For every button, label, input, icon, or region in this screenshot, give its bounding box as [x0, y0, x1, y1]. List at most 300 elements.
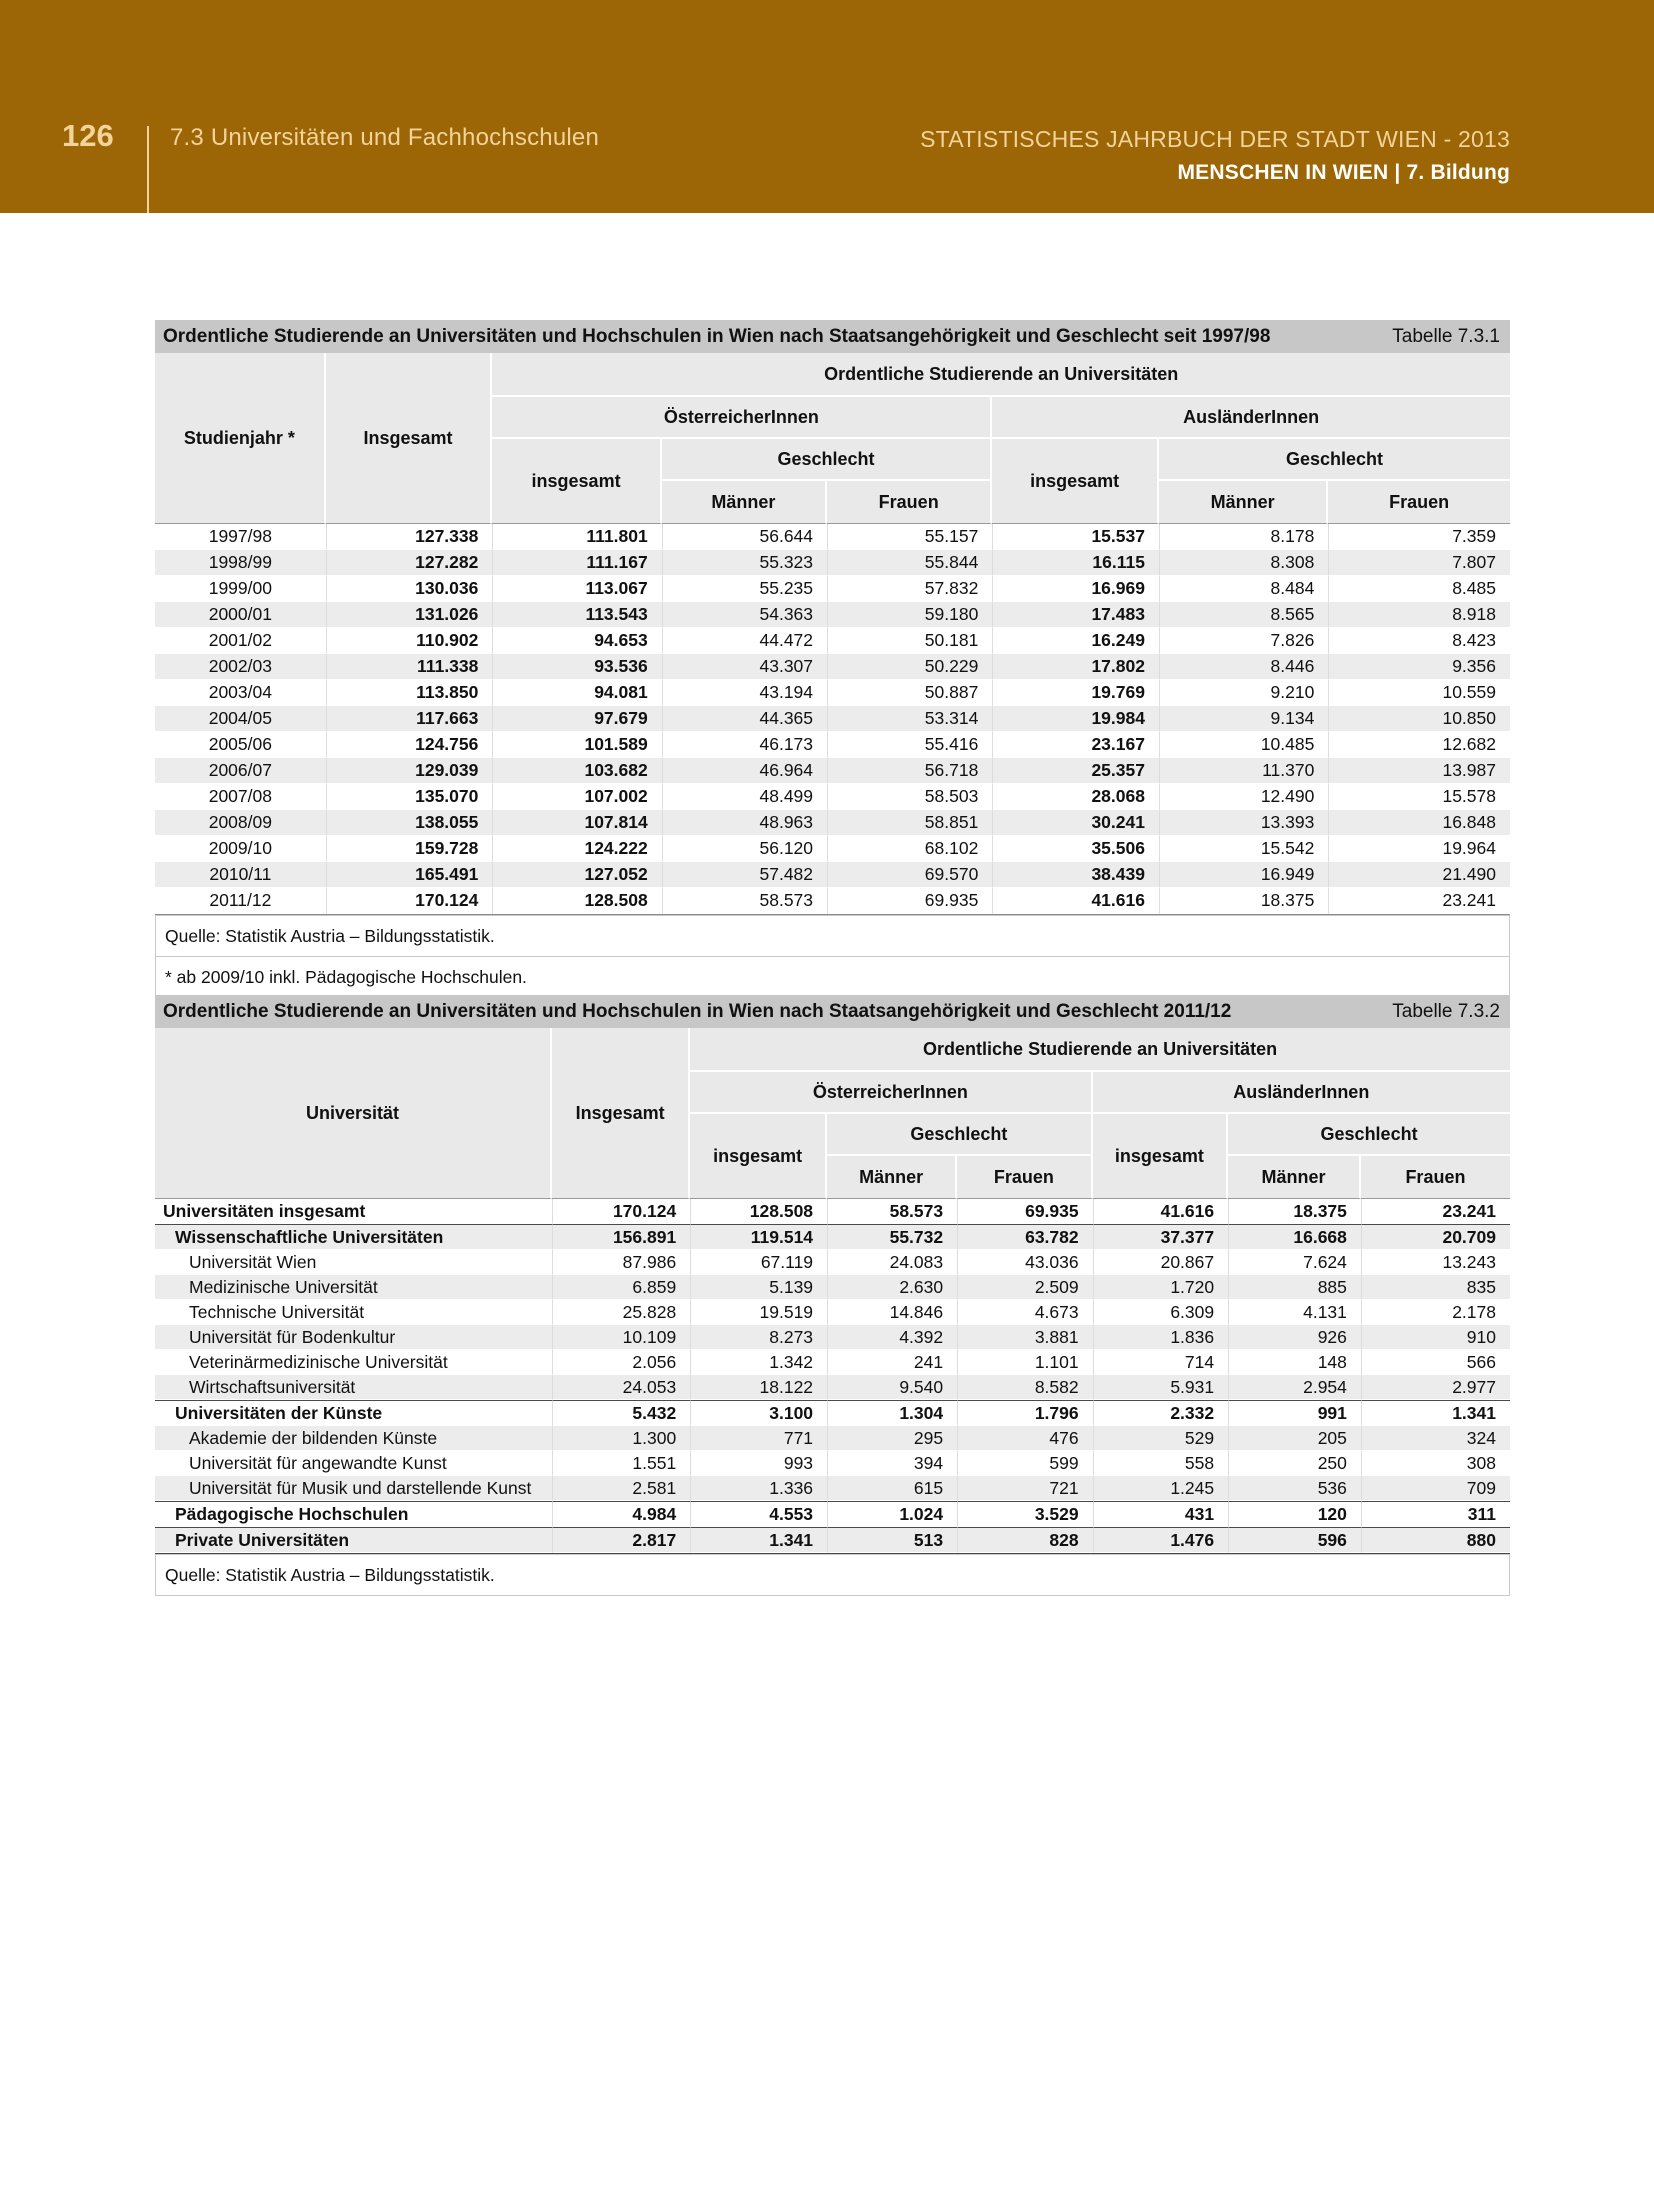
- table-7-3-2-label: Tabelle 7.3.2: [1392, 1000, 1500, 1022]
- value-cell: 94.081: [492, 680, 661, 706]
- table-row: [155, 862, 1510, 888]
- publication-title: STATISTISCHES JAHRBUCH DER STADT WIEN - 2013: [920, 126, 1510, 152]
- value-cell: 2.630: [827, 1275, 957, 1300]
- value-cell: 599: [957, 1451, 1093, 1476]
- t2-header-for-gender: Geschlecht: [1228, 1114, 1510, 1156]
- value-cell: 23.241: [1361, 1199, 1510, 1224]
- value-cell: 113.067: [492, 576, 661, 602]
- table-row: [155, 1375, 1510, 1400]
- table-row: [155, 732, 1510, 758]
- value-cell: 241: [827, 1350, 957, 1375]
- table-row: [155, 602, 1510, 628]
- table-row: [155, 706, 1510, 732]
- table-7-3-2-header: [155, 1028, 1510, 1199]
- value-cell: 1.551: [552, 1451, 690, 1476]
- t2-header-for-women: Frauen: [1361, 1156, 1510, 1199]
- value-cell: 69.935: [957, 1199, 1093, 1224]
- value-cell: 18.375: [1228, 1199, 1361, 1224]
- value-cell: 2.581: [552, 1476, 690, 1501]
- table-7-3-1-title: Ordentliche Studierende an Universitäten und Hochschulen in Wien nach Staatsangehörigkeit und Geschlecht seit 1997/98: [163, 325, 1271, 347]
- value-cell: 128.508: [690, 1199, 827, 1224]
- table-row: [155, 1300, 1510, 1325]
- value-cell: 566: [1361, 1350, 1510, 1375]
- value-cell: 771: [690, 1426, 827, 1451]
- value-cell: 37.377: [1093, 1224, 1229, 1250]
- value-cell: 103.682: [492, 758, 661, 784]
- value-cell: 48.499: [662, 784, 827, 810]
- value-cell: 13.393: [1159, 810, 1328, 836]
- value-cell: 3.100: [690, 1400, 827, 1426]
- table-row: [155, 1527, 1510, 1553]
- t2-header-foreigners: AusländerInnen: [1093, 1072, 1510, 1114]
- value-cell: 69.935: [827, 888, 992, 914]
- value-cell: 58.573: [827, 1199, 957, 1224]
- value-cell: 124.222: [492, 836, 661, 862]
- university-cell: Universität für Bodenkultur: [155, 1325, 552, 1350]
- table-row: [155, 888, 1510, 914]
- t2-header-aut-gender: Geschlecht: [827, 1114, 1093, 1156]
- value-cell: 35.506: [992, 836, 1159, 862]
- value-cell: 48.963: [662, 810, 827, 836]
- value-cell: 9.134: [1159, 706, 1328, 732]
- value-cell: 41.616: [992, 888, 1159, 914]
- t1-header-group: Ordentliche Studierende an Universitäten: [492, 353, 1510, 397]
- table-row: [155, 1400, 1510, 1426]
- table-row: [155, 628, 1510, 654]
- value-cell: 1.476: [1093, 1527, 1229, 1553]
- value-cell: 615: [827, 1476, 957, 1501]
- table-row: [155, 1350, 1510, 1375]
- table-7-3-2: [155, 1028, 1510, 1554]
- value-cell: 3.881: [957, 1325, 1093, 1350]
- value-cell: 1.336: [690, 1476, 827, 1501]
- value-cell: 165.491: [326, 862, 493, 888]
- value-cell: 2.977: [1361, 1375, 1510, 1400]
- value-cell: 324: [1361, 1426, 1510, 1451]
- value-cell: 7.359: [1328, 524, 1510, 550]
- value-cell: 5.432: [552, 1400, 690, 1426]
- t1-header-for-subtotal: insgesamt: [992, 439, 1159, 524]
- value-cell: 17.802: [992, 654, 1159, 680]
- value-cell: 127.052: [492, 862, 661, 888]
- value-cell: 1.836: [1093, 1325, 1229, 1350]
- value-cell: 55.416: [827, 732, 992, 758]
- table-row: [155, 1451, 1510, 1476]
- value-cell: 8.582: [957, 1375, 1093, 1400]
- value-cell: 250: [1228, 1451, 1361, 1476]
- value-cell: 1.245: [1093, 1476, 1229, 1501]
- university-cell: Universitäten der Künste: [155, 1400, 552, 1426]
- value-cell: 38.439: [992, 862, 1159, 888]
- t2-header-for-men: Männer: [1228, 1156, 1361, 1199]
- value-cell: 94.653: [492, 628, 661, 654]
- value-cell: 120: [1228, 1501, 1361, 1527]
- value-cell: 63.782: [957, 1224, 1093, 1250]
- value-cell: 15.578: [1328, 784, 1510, 810]
- value-cell: 55.323: [662, 550, 827, 576]
- value-cell: 8.565: [1159, 602, 1328, 628]
- university-cell: Universität Wien: [155, 1250, 552, 1275]
- table-row: [155, 1325, 1510, 1350]
- year-cell: 2009/10: [155, 836, 326, 862]
- value-cell: 8.446: [1159, 654, 1328, 680]
- university-cell: Akademie der bildenden Künste: [155, 1426, 552, 1451]
- value-cell: 56.644: [662, 524, 827, 550]
- value-cell: 20.867: [1093, 1250, 1229, 1275]
- value-cell: 170.124: [552, 1199, 690, 1224]
- t2-header-austrians: ÖsterreicherInnen: [690, 1072, 1092, 1114]
- value-cell: 2.056: [552, 1350, 690, 1375]
- value-cell: 107.814: [492, 810, 661, 836]
- table-row: [155, 680, 1510, 706]
- value-cell: 8.484: [1159, 576, 1328, 602]
- year-cell: 1999/00: [155, 576, 326, 602]
- table-row: [155, 1426, 1510, 1451]
- value-cell: 9.540: [827, 1375, 957, 1400]
- section-title: 7.3 Universitäten und Fachhochschulen: [170, 124, 599, 151]
- value-cell: 87.986: [552, 1250, 690, 1275]
- value-cell: 131.026: [326, 602, 493, 628]
- value-cell: 57.832: [827, 576, 992, 602]
- t1-header-insgesamt: Insgesamt: [326, 353, 493, 524]
- value-cell: 156.891: [552, 1224, 690, 1250]
- value-cell: 2.332: [1093, 1400, 1229, 1426]
- t1-header-austrians: ÖsterreicherInnen: [492, 397, 992, 439]
- value-cell: 3.529: [957, 1501, 1093, 1527]
- university-cell: Universitäten insgesamt: [155, 1199, 552, 1224]
- value-cell: 159.728: [326, 836, 493, 862]
- table-row: [155, 654, 1510, 680]
- t1-header-for-gender: Geschlecht: [1159, 439, 1510, 481]
- university-cell: Private Universitäten: [155, 1527, 552, 1553]
- value-cell: 4.673: [957, 1300, 1093, 1325]
- table-row: [155, 836, 1510, 862]
- value-cell: 394: [827, 1451, 957, 1476]
- value-cell: 17.483: [992, 602, 1159, 628]
- value-cell: 19.769: [992, 680, 1159, 706]
- value-cell: 23.167: [992, 732, 1159, 758]
- value-cell: 13.987: [1328, 758, 1510, 784]
- year-cell: 2005/06: [155, 732, 326, 758]
- t1-header-aut-subtotal: insgesamt: [492, 439, 661, 524]
- value-cell: 910: [1361, 1325, 1510, 1350]
- value-cell: 1.720: [1093, 1275, 1229, 1300]
- value-cell: 8.423: [1328, 628, 1510, 654]
- t1-header-aut-gender: Geschlecht: [662, 439, 993, 481]
- value-cell: 57.482: [662, 862, 827, 888]
- value-cell: 59.180: [827, 602, 992, 628]
- year-cell: 1997/98: [155, 524, 326, 550]
- t1-header-aut-men: Männer: [662, 481, 827, 524]
- value-cell: 6.859: [552, 1275, 690, 1300]
- value-cell: 308: [1361, 1451, 1510, 1476]
- table-row: [155, 1250, 1510, 1275]
- value-cell: 46.173: [662, 732, 827, 758]
- value-cell: 30.241: [992, 810, 1159, 836]
- value-cell: 18.375: [1159, 888, 1328, 914]
- value-cell: 12.490: [1159, 784, 1328, 810]
- value-cell: 24.083: [827, 1250, 957, 1275]
- value-cell: 7.624: [1228, 1250, 1361, 1275]
- value-cell: 43.036: [957, 1250, 1093, 1275]
- value-cell: 880: [1361, 1527, 1510, 1553]
- t1-source-note: [155, 915, 1510, 957]
- value-cell: 8.273: [690, 1325, 827, 1350]
- value-cell: 835: [1361, 1275, 1510, 1300]
- value-cell: 43.307: [662, 654, 827, 680]
- value-cell: 11.370: [1159, 758, 1328, 784]
- value-cell: 170.124: [326, 888, 493, 914]
- value-cell: 513: [827, 1527, 957, 1553]
- value-cell: 9.356: [1328, 654, 1510, 680]
- table-7-3-2-title: Ordentliche Studierende an Universitäten und Hochschulen in Wien nach Staatsangehörigkeit und Geschlecht 2011/12: [163, 1000, 1232, 1022]
- t2-header-universitaet: Universität: [155, 1028, 552, 1199]
- value-cell: 93.536: [492, 654, 661, 680]
- value-cell: 4.984: [552, 1501, 690, 1527]
- value-cell: 16.668: [1228, 1224, 1361, 1250]
- value-cell: 25.828: [552, 1300, 690, 1325]
- value-cell: 19.519: [690, 1300, 827, 1325]
- value-cell: 15.537: [992, 524, 1159, 550]
- value-cell: 44.472: [662, 628, 827, 654]
- value-cell: 16.249: [992, 628, 1159, 654]
- value-cell: 926: [1228, 1325, 1361, 1350]
- value-cell: 991: [1228, 1400, 1361, 1426]
- table-7-3-2-body: [155, 1199, 1510, 1553]
- value-cell: 46.964: [662, 758, 827, 784]
- university-cell: Technische Universität: [155, 1300, 552, 1325]
- table-7-3-2-titlebar: [155, 995, 1510, 1028]
- value-cell: 1.342: [690, 1350, 827, 1375]
- value-cell: 5.931: [1093, 1375, 1229, 1400]
- t1-header-for-men: Männer: [1159, 481, 1328, 524]
- value-cell: 12.682: [1328, 732, 1510, 758]
- value-cell: 113.850: [326, 680, 493, 706]
- value-cell: 54.363: [662, 602, 827, 628]
- value-cell: 558: [1093, 1451, 1229, 1476]
- value-cell: 19.964: [1328, 836, 1510, 862]
- value-cell: 2.817: [552, 1527, 690, 1553]
- header-divider-rule: [147, 126, 149, 213]
- t1-footnote: [155, 957, 1510, 998]
- value-cell: 16.949: [1159, 862, 1328, 888]
- year-cell: 2004/05: [155, 706, 326, 732]
- value-cell: 43.194: [662, 680, 827, 706]
- value-cell: 9.210: [1159, 680, 1328, 706]
- value-cell: 138.055: [326, 810, 493, 836]
- value-cell: 20.709: [1361, 1224, 1510, 1250]
- value-cell: 127.338: [326, 524, 493, 550]
- value-cell: 6.309: [1093, 1300, 1229, 1325]
- value-cell: 148: [1228, 1350, 1361, 1375]
- university-cell: Medizinische Universität: [155, 1275, 552, 1300]
- value-cell: 18.122: [690, 1375, 827, 1400]
- t1-footnote-text: * ab 2009/10 inkl. Pädagogische Hochschulen.: [165, 966, 527, 987]
- value-cell: 58.851: [827, 810, 992, 836]
- year-cell: 1998/99: [155, 550, 326, 576]
- table-row: [155, 758, 1510, 784]
- table-row: [155, 1199, 1510, 1224]
- university-cell: Veterinärmedizinische Universität: [155, 1350, 552, 1375]
- value-cell: 2.178: [1361, 1300, 1510, 1325]
- value-cell: 709: [1361, 1476, 1510, 1501]
- value-cell: 44.365: [662, 706, 827, 732]
- value-cell: 10.850: [1328, 706, 1510, 732]
- university-cell: Universität für angewandte Kunst: [155, 1451, 552, 1476]
- value-cell: 130.036: [326, 576, 493, 602]
- t1-header-aut-women: Frauen: [827, 481, 992, 524]
- value-cell: 1.300: [552, 1426, 690, 1451]
- value-cell: 55.732: [827, 1224, 957, 1250]
- value-cell: 16.969: [992, 576, 1159, 602]
- value-cell: 58.573: [662, 888, 827, 914]
- value-cell: 67.119: [690, 1250, 827, 1275]
- value-cell: 117.663: [326, 706, 493, 732]
- value-cell: 536: [1228, 1476, 1361, 1501]
- value-cell: 23.241: [1328, 888, 1510, 914]
- year-cell: 2008/09: [155, 810, 326, 836]
- value-cell: 4.553: [690, 1501, 827, 1527]
- table-7-3-1-header: [155, 353, 1510, 524]
- value-cell: 14.846: [827, 1300, 957, 1325]
- value-cell: 113.543: [492, 602, 661, 628]
- page-header-band: [0, 0, 1654, 213]
- value-cell: 111.338: [326, 654, 493, 680]
- year-cell: 2001/02: [155, 628, 326, 654]
- table-7-3-2-section: [155, 995, 1510, 1596]
- table-row: [155, 576, 1510, 602]
- value-cell: 4.131: [1228, 1300, 1361, 1325]
- table-row: [155, 810, 1510, 836]
- value-cell: 55.844: [827, 550, 992, 576]
- value-cell: 15.542: [1159, 836, 1328, 862]
- year-cell: 2002/03: [155, 654, 326, 680]
- chapter-line: MENSCHEN IN WIEN | 7. Bildung: [1177, 161, 1510, 184]
- page-number: 126: [62, 118, 114, 153]
- t1-header-for-women: Frauen: [1328, 481, 1510, 524]
- year-cell: 2006/07: [155, 758, 326, 784]
- value-cell: 124.756: [326, 732, 493, 758]
- value-cell: 4.392: [827, 1325, 957, 1350]
- value-cell: 111.167: [492, 550, 661, 576]
- university-cell: Universität für Musik und darstellende Kunst: [155, 1476, 552, 1501]
- value-cell: 19.984: [992, 706, 1159, 732]
- t1-header-foreigners: AusländerInnen: [992, 397, 1510, 439]
- value-cell: 8.178: [1159, 524, 1328, 550]
- value-cell: 1.101: [957, 1350, 1093, 1375]
- value-cell: 7.826: [1159, 628, 1328, 654]
- value-cell: 24.053: [552, 1375, 690, 1400]
- table-row: [155, 1224, 1510, 1250]
- value-cell: 311: [1361, 1501, 1510, 1527]
- table-row: [155, 1275, 1510, 1300]
- university-cell: Pädagogische Hochschulen: [155, 1501, 552, 1527]
- value-cell: 28.068: [992, 784, 1159, 810]
- value-cell: 41.616: [1093, 1199, 1229, 1224]
- year-cell: 2003/04: [155, 680, 326, 706]
- value-cell: 50.229: [827, 654, 992, 680]
- value-cell: 68.102: [827, 836, 992, 862]
- value-cell: 16.115: [992, 550, 1159, 576]
- value-cell: 8.308: [1159, 550, 1328, 576]
- value-cell: 58.503: [827, 784, 992, 810]
- table-7-3-1-body: [155, 524, 1510, 914]
- value-cell: 110.902: [326, 628, 493, 654]
- value-cell: 16.848: [1328, 810, 1510, 836]
- year-cell: 2011/12: [155, 888, 326, 914]
- value-cell: 10.109: [552, 1325, 690, 1350]
- t2-header-aut-women: Frauen: [957, 1156, 1093, 1199]
- table-row: [155, 784, 1510, 810]
- table-7-3-1-titlebar: [155, 320, 1510, 353]
- value-cell: 129.039: [326, 758, 493, 784]
- value-cell: 1.024: [827, 1501, 957, 1527]
- value-cell: 119.514: [690, 1224, 827, 1250]
- value-cell: 128.508: [492, 888, 661, 914]
- value-cell: 55.157: [827, 524, 992, 550]
- value-cell: 993: [690, 1451, 827, 1476]
- value-cell: 50.887: [827, 680, 992, 706]
- t2-header-aut-men: Männer: [827, 1156, 957, 1199]
- value-cell: 5.139: [690, 1275, 827, 1300]
- table-row: [155, 1501, 1510, 1527]
- t2-header-group: Ordentliche Studierende an Universitäten: [690, 1028, 1510, 1072]
- university-cell: Wirtschaftsuniversität: [155, 1375, 552, 1400]
- value-cell: 25.357: [992, 758, 1159, 784]
- value-cell: 21.490: [1328, 862, 1510, 888]
- year-cell: 2000/01: [155, 602, 326, 628]
- value-cell: 2.954: [1228, 1375, 1361, 1400]
- value-cell: 2.509: [957, 1275, 1093, 1300]
- t2-header-aut-subtotal: insgesamt: [690, 1114, 827, 1199]
- value-cell: 50.181: [827, 628, 992, 654]
- value-cell: 1.304: [827, 1400, 957, 1426]
- t2-source-note: [155, 1554, 1510, 1596]
- value-cell: 529: [1093, 1426, 1229, 1451]
- table-row: [155, 550, 1510, 576]
- value-cell: 127.282: [326, 550, 493, 576]
- year-cell: 2010/11: [155, 862, 326, 888]
- value-cell: 476: [957, 1426, 1093, 1451]
- table-row: [155, 1476, 1510, 1501]
- table-row: [155, 524, 1510, 550]
- t2-header-for-subtotal: insgesamt: [1093, 1114, 1229, 1199]
- value-cell: 7.807: [1328, 550, 1510, 576]
- year-cell: 2007/08: [155, 784, 326, 810]
- university-cell: Wissenschaftliche Universitäten: [155, 1224, 552, 1250]
- value-cell: 596: [1228, 1527, 1361, 1553]
- t2-source-text: Quelle: Statistik Austria – Bildungsstatistik.: [165, 1564, 495, 1585]
- value-cell: 1.341: [690, 1527, 827, 1553]
- value-cell: 295: [827, 1426, 957, 1451]
- value-cell: 1.341: [1361, 1400, 1510, 1426]
- value-cell: 13.243: [1361, 1250, 1510, 1275]
- value-cell: 69.570: [827, 862, 992, 888]
- value-cell: 205: [1228, 1426, 1361, 1451]
- value-cell: 53.314: [827, 706, 992, 732]
- value-cell: 10.559: [1328, 680, 1510, 706]
- value-cell: 135.070: [326, 784, 493, 810]
- t1-header-studienjahr: Studienjahr *: [155, 353, 326, 524]
- value-cell: 1.796: [957, 1400, 1093, 1426]
- value-cell: 828: [957, 1527, 1093, 1553]
- value-cell: 107.002: [492, 784, 661, 810]
- table-7-3-1-label: Tabelle 7.3.1: [1392, 325, 1500, 347]
- value-cell: 885: [1228, 1275, 1361, 1300]
- value-cell: 56.718: [827, 758, 992, 784]
- table-7-3-1: [155, 353, 1510, 915]
- table-7-3-1-section: [155, 320, 1510, 998]
